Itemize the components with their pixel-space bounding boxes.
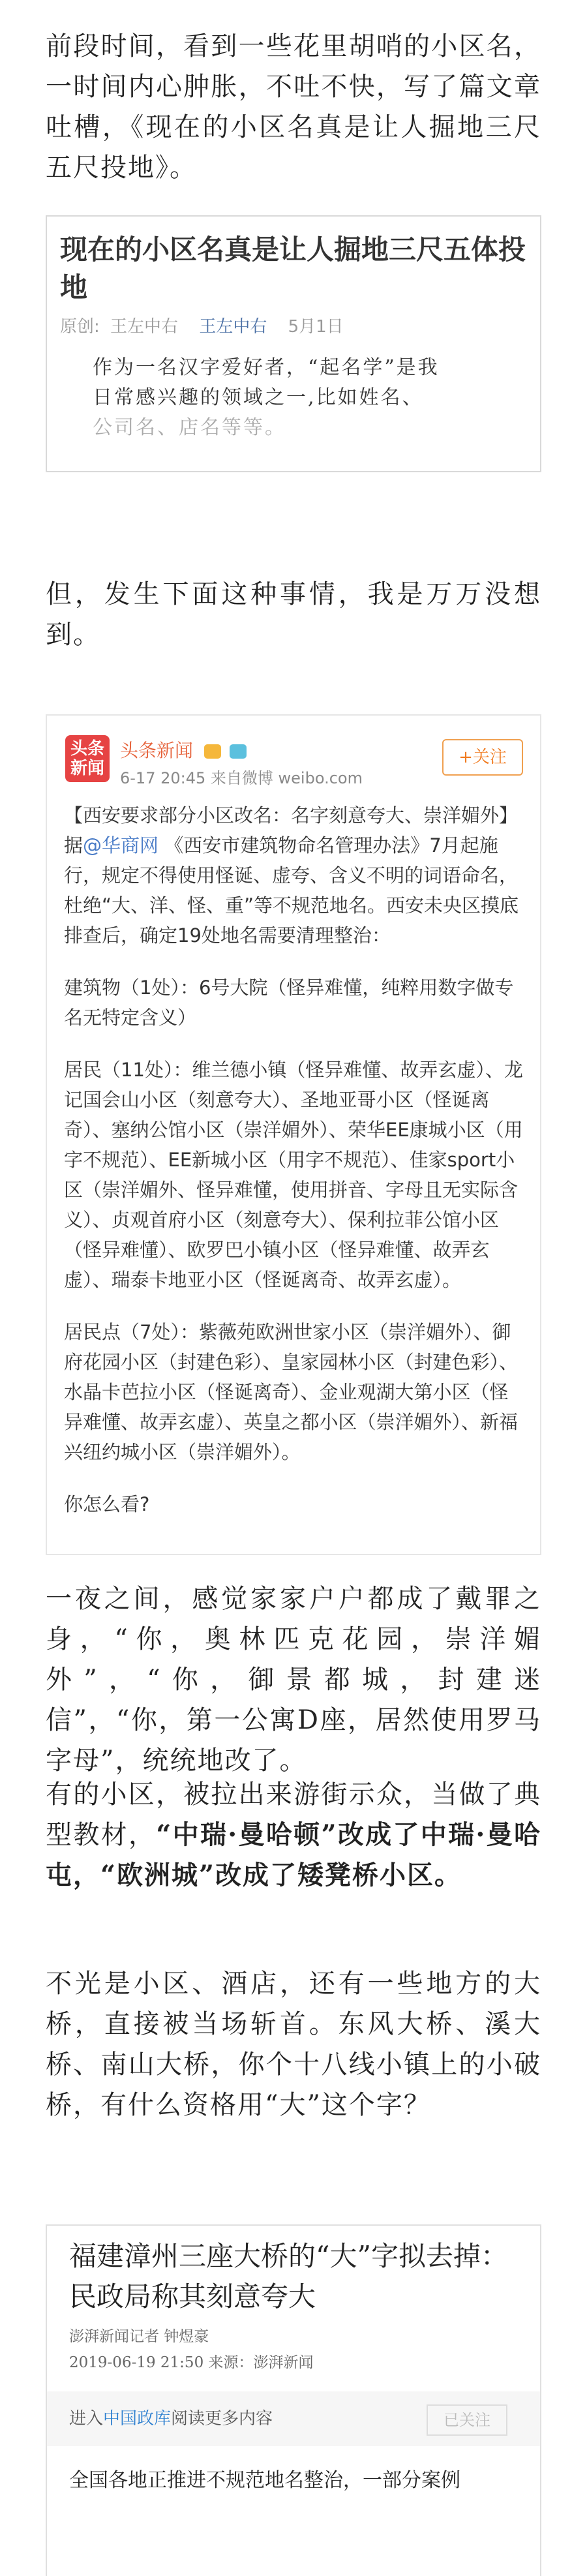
weibo-buildings: 建筑物（1处）：6号大院（怪异难懂，纯粹用数字做专名无特定含义） [64,977,514,1029]
weibo-body [47,800,540,1541]
para2: 但，发生下面这种事情，我是万万没想到。 [46,579,541,650]
channel-link[interactable]: 中国政库 [103,2409,172,2429]
excerpt-line: 日常感兴趣的领域之一,比如姓名、 [93,386,424,409]
para4-section [0,1774,587,1896]
quoted-article-card[interactable] [46,215,541,472]
para5-section [0,1963,587,2125]
para4-bold: “中瑞·曼哈顿”改成了中瑞·曼哈屯，“欧洲城”改成了矮凳桥小区。 [46,1819,541,1890]
followed-button[interactable]: 已关注 [427,2404,507,2436]
author-link[interactable]: 王左中右 [199,317,267,337]
news-section [0,2224,587,2576]
quoted-article-excerpt [47,344,540,462]
quoted-article-title[interactable]: 现在的小区名真是让人掘地三尺五体投地 [60,234,526,303]
para5: 不光是小区、酒店，还有一些地方的大桥，直接被当场斩首。东风大桥、溪大桥、南山大桥，你个十八线小镇上的小破桥，有什么资格用“大”这个字？ [46,1969,541,2120]
news-date-source: 2019-06-19 21:50 来源：澎湃新闻 [69,2354,314,2371]
weibo-residents: 居民（11处）：维兰德小镇（怪异难懂、故弄玄虚）、龙记国会山小区（刻意夸大）、圣地亚哥小区（怪诞离奇）、塞纳公馆小区（崇洋媚外）、荣华EE康城小区（用字不规范）、EE新城小区（用字不规范）、佳家sport小区（崇洋媚外、怪异难懂，使用拼音、字母且无实际含义）、贞观首府小区（刻意夸大）、保利拉菲公馆小区（怪异难懂）、欧罗巴小镇小区（怪异难懂、故弄玄虚）、瑞泰卡地亚小区（怪诞离奇、故弄玄虚）。 [64,1059,523,1291]
account-badges [204,740,249,761]
vip-badge-icon [230,744,247,759]
verified-badge-icon [204,744,221,759]
weibo-settlements: 居民点（7处）：紫薇苑欧洲世家小区（崇洋媚外）、御府花园小区（封建色彩）、皇家园林小区（封建色彩）、水晶卡芭拉小区（怪诞离奇）、金业观湖大第小区（怪异难懂、故弄玄虚）、英皇之都小区（崇洋媚外）、新福兴纽约城小区（崇洋媚外）。 [64,1321,519,1463]
toutiao-news-logo-icon[interactable] [65,735,110,782]
news-card[interactable] [46,2224,541,2576]
logo-text: 新闻 [70,759,104,778]
original-label: 原创: [60,317,100,337]
logo-text: 头条 [70,739,104,759]
intro-paragraph: 前段时间，看到一些花里胡哨的小区名，一时间内心肿胀，不吐不快，写了篇文章吐槽，《现在的小区名真是让人掘地三尺五尺投地》。 [46,31,541,183]
weibo-question: 你怎么看? [64,1493,150,1515]
weibo-header [47,716,540,800]
enter-channel-bar[interactable] [47,2391,540,2446]
lead-text: 【西安要求部分小区改名：名字刻意夸大、崇洋媚外】据 [64,804,519,856]
account-name[interactable]: 头条新闻 [120,740,194,761]
post-time-source: 6-17 20:45 来自微博 weibo.com [120,769,363,787]
author-name[interactable]: 王左中右 [110,317,179,337]
news-title[interactable]: 福建漳州三座大桥的“大”字拟去掉：民政局称其刻意夸大 [69,2240,508,2312]
weibo-card [46,714,541,1555]
account-name-row[interactable] [120,736,249,763]
para2-section [0,574,587,655]
weibo-section [0,714,587,1555]
para4-text: 有的小区，被拉出来游街示众，当做了典型教材， [46,1780,541,1850]
excerpt-line: 作为一名汉字爱好者，“起名学”是我 [93,356,440,379]
weibo-lead [64,800,523,950]
lead-text: 《西安市建筑物命名管理办法》7月起施行，规定不得使用怪诞、虚夸、含义不明的词语命名，杜绝“大、洋、怪、重”等不规范地名。西安未央区摸底排查后，确定19处地名需要清理整治： [64,834,519,947]
para4 [0,1774,587,1896]
excerpt-line: 公司名、店名等等。 [93,416,286,439]
quoted-article-section [0,215,587,472]
follow-button[interactable]: +关注 [442,739,523,776]
mention-link[interactable]: @华商网 [83,834,159,856]
quoted-article-meta [47,313,540,344]
enter-suffix: 阅读更多内容 [171,2409,273,2429]
intro-section [0,26,587,188]
article-date: 5月1日 [288,317,344,337]
enter-prefix: 进入 [69,2409,104,2429]
para3: 一夜之间，感觉家家户户都成了戴罪之身，“你，奥林匹克花园，崇洋媚外”，“你，御景都城，封建迷信”，“你，第一公寓D座，居然使用罗马字母”，统统地改了。 [46,1584,541,1776]
news-body: 全国各地正推进不规范地名整治，一部分案例 [69,2469,460,2492]
para3-section [0,1579,587,1781]
news-reporter: 澎湃新闻记者 钟煜豪 [69,2328,209,2345]
